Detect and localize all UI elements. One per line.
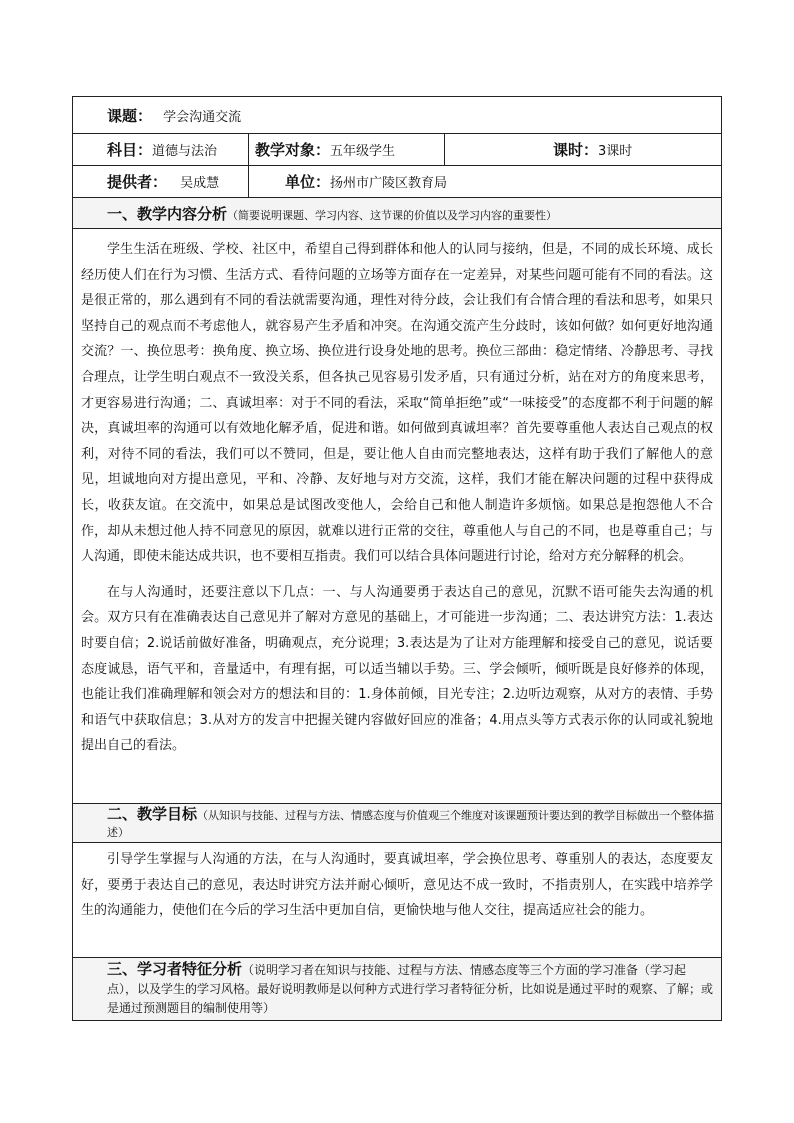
provider-value: 吴成慧: [180, 176, 220, 191]
section3-note: （说明学习者在知识与技能、过程与方法、情感态度等三个方面的学习准备（学习起点），以及学生的学习风格。最好说明教师是以何种方式进行学习者特征分析，比如说是通过平时的观察、了解；或是通过预测题目的编制使用等）: [107, 963, 714, 1015]
section3-header: [73, 958, 722, 1021]
section2-header-text: [107, 806, 721, 841]
section1-body-row: [73, 229, 722, 804]
section3-title: 三、学习者特征分析: [107, 960, 243, 978]
hours-label: 课时：: [553, 141, 599, 159]
section1-note: （简要说明课题、学习内容、这节课的价值以及学习内容的重要性）: [227, 208, 558, 222]
section1-title: 一、教学内容分析: [107, 204, 228, 223]
provider-label: 提供者：: [107, 173, 168, 191]
section2-title: 二、教学目标: [107, 804, 198, 823]
unit-value: 扬州市广陵区教育局: [330, 176, 448, 191]
section3-header-row: [73, 958, 722, 1021]
section1-paragraph-1: 学生生活在班级、学校、社区中，希望自己得到群体和他人的认同与接纳，但是，不同的成长环境、成长经历使人们在行为习惯、生活方式、看待问题的立场等方面存在一定差异，对某些问题可能有不同的看法。这是很正常的，那么遇到有不同的看法就需要沟通，理性对待分歧，会让我们有合情合理的看法和思考，如果只坚持自己的观点而不考虑他人，就容易产生矛盾和冲突。在沟通交流产生分歧时，该如何做？如何更好地沟通交流？一、换位思考：换角度、换立场、换位进行设身处地的思考。换位三部曲：稳定情绪、冷静思考、寻找合理点，让学生明白观点不一致没关系，但各执己见容易引发矛盾，只有通过分析，站在对方的角度来思考，才更容易进行沟通；二、真诚坦率：对于不同的看法，采取“简单拒绝”或“一味接受”的态度都不利于问题的解决，真诚坦率的沟通可以有效地化解矛盾，促进和谐。如何做到真诚坦率？首先要尊重他人表达自己观点的权利，对待不同的看法，我们可以不赞同，但是，要让他人自由而完整地表达，这样有助于我们了解他人的意见，坦诚地向对方提出意见，平和、冷静、友好地与对方交流，这样，我们才能在解决问题的过程中获得成长，收获友谊。在交流中，如果总是试图改变他人，会给自己和他人制造许多烦恼。如果总是抱怨他人不合作，却从未想过他人持不同意见的原因，就难以进行正常的交往，尊重他人与自己的不同，也是尊重自己；与人沟通，即使未能达成共识，也不要相互指责。我们可以结合具体问题进行讨论，给对方充分解释的机会。: [81, 242, 713, 565]
topic-label: 课题：: [107, 106, 153, 125]
audience-label: 教学对象：: [255, 141, 331, 159]
topic-row: [73, 97, 722, 134]
section2-header: [73, 804, 722, 843]
hours-value: 3课时: [598, 144, 633, 159]
hours-cell: [445, 134, 722, 166]
subject-label: 科目：: [107, 141, 153, 159]
section1-header: [73, 198, 722, 229]
subject-cell: [73, 134, 249, 166]
provider-row: [73, 166, 722, 198]
unit-label: 单位：: [285, 173, 331, 191]
section1-header-row: [73, 198, 722, 229]
section2-note: （从知识与技能、过程与方法、情感态度与价值观三个维度对该课题预计要达到的教学目标做出一个整体描述）: [107, 808, 715, 839]
audience-cell: [249, 134, 445, 166]
provider-cell: [73, 166, 249, 198]
section2-header-row: [73, 804, 722, 843]
section1-paragraph-2: 在与人沟通时，还要注意以下几点：一、与人沟通要勇于表达自己的意见，沉默不语可能失去沟通的机会。双方只有在准确表达自己意见并了解对方意见的基础上，才可能进一步沟通；二、表达讲究方法：1.表达时要自信；2.说话前做好准备，明确观点，充分说理；3.表达是为了让对方能理解和接受自己的意见，说话要态度诚恳，语气平和，音量适中，有理有据，可以适当辅以手势。三、学会倾听，倾听既是良好修养的体现，也能让我们准确理解和领会对方的想法和目的：1.身体前倾，目光专注；2.边听边观察，从对方的表情、手势和语气中获取信息；3.从对方的发言中把握关键内容做好回应的准备；4.用点头等方式表示你的认同或礼貌地提出自己的看法。: [81, 584, 713, 754]
unit-cell: [249, 166, 722, 198]
section1-text: [73, 237, 721, 759]
section3-header-text: [107, 960, 713, 1018]
audience-value: 五年级学生: [330, 144, 396, 159]
section2-paragraph: 引导学生掌握与人沟通的方法，在与人沟通时，要真诚坦率，学会换位思考、尊重别人的表达，态度要友好，要勇于表达自己的意见，表达时讲究方法并耐心倾听，意见达不成一致时，不指责别人，在实践中培养学生的沟通能力，使他们在今后的学习生活中更加自信，更愉快地与他人交往，提高适应社会的能力。: [81, 852, 713, 919]
section2-body: [73, 843, 722, 958]
lesson-plan-table: [72, 96, 722, 1021]
topic-value: 学会沟通交流: [163, 109, 242, 125]
lesson-plan-document: [72, 96, 721, 1021]
section2-text: [73, 847, 721, 924]
subject-value: 道德与法治: [152, 144, 218, 159]
topic-cell: [73, 97, 722, 134]
subject-row: [73, 134, 722, 166]
section2-body-row: [73, 843, 722, 958]
section1-body: [73, 229, 722, 804]
